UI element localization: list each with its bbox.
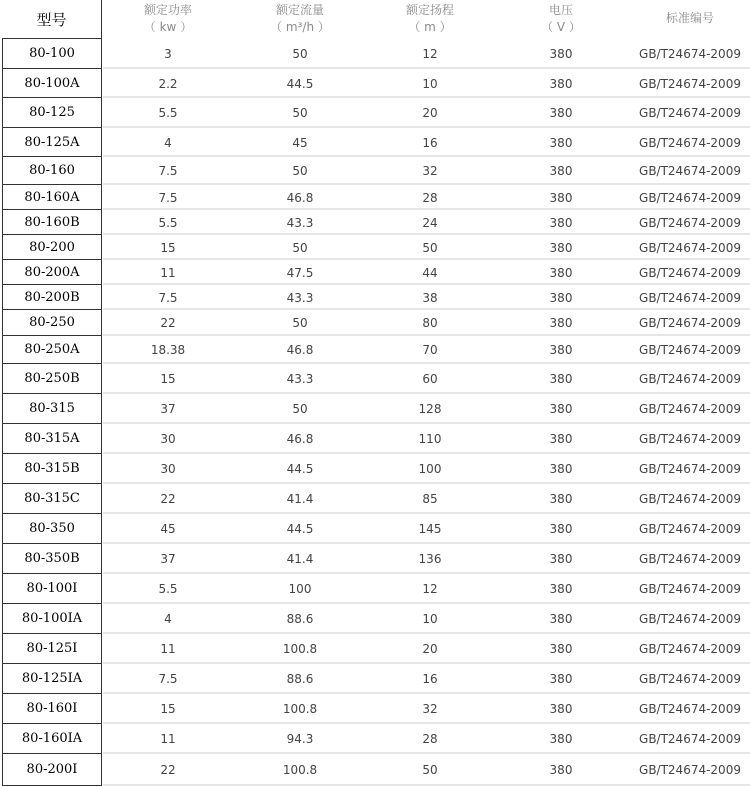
cell-voltage: 380 (549, 462, 573, 476)
header-model: 型号 (2, 0, 102, 38)
header-power-label: 额定功率 (143, 3, 192, 17)
cell-standard: GB/T24674-2009 (639, 135, 741, 150)
cell-head: 50 (422, 763, 438, 777)
cell-standard: GB/T24674-2009 (639, 215, 741, 230)
cell-flow: 50 (292, 106, 308, 120)
cell-flow: 46.8 (286, 190, 314, 205)
cell-power: 15 (160, 240, 176, 255)
cell-voltage: 380 (549, 190, 573, 205)
cell-model: 80-250B (2, 364, 102, 394)
cell-power: 30 (160, 432, 176, 446)
cell-head: 80 (422, 316, 438, 330)
cell-model: 80-125A (2, 128, 102, 157)
cell-power: 22 (160, 316, 176, 330)
cell-voltage: 380 (549, 702, 573, 716)
cell-flow: 41.4 (286, 552, 314, 566)
cell-flow: 50 (292, 164, 308, 178)
cell-voltage: 380 (549, 522, 573, 536)
cell-head: 16 (422, 672, 438, 686)
table-row (0, 157, 750, 185)
cell-head: 28 (422, 190, 438, 205)
cell-flow: 44.5 (286, 462, 314, 476)
cell-power: 15 (160, 372, 176, 386)
cell-flow: 100.8 (282, 763, 318, 777)
table-row (0, 69, 750, 98)
cell-voltage: 380 (549, 46, 573, 61)
cell-model: 80-160IA (2, 724, 102, 754)
cell-flow: 44.5 (286, 522, 314, 536)
cell-model: 80-315 (2, 394, 102, 424)
cell-model: 80-125I (2, 634, 102, 664)
cell-power: 3 (164, 46, 172, 61)
cell-voltage: 380 (549, 106, 573, 120)
cell-power: 30 (160, 462, 176, 476)
cell-voltage: 380 (549, 612, 573, 626)
cell-voltage: 380 (549, 240, 573, 255)
cell-voltage: 380 (549, 732, 573, 746)
cell-flow: 43.3 (286, 290, 314, 305)
table-row (0, 128, 750, 157)
cell-voltage: 380 (549, 316, 573, 330)
cell-model: 80-250 (2, 310, 102, 336)
table-row (0, 394, 750, 424)
cell-flow: 88.6 (286, 672, 314, 686)
cell-head: 110 (418, 432, 442, 446)
cell-model: 80-315C (2, 484, 102, 514)
cell-standard: GB/T24674-2009 (639, 343, 741, 357)
header-head-unit: （ m ） (408, 20, 452, 34)
cell-head: 44 (422, 265, 438, 280)
cell-voltage: 380 (549, 432, 573, 446)
table-row (0, 235, 750, 260)
cell-power: 7.5 (158, 164, 178, 178)
header-flow-unit: （ m³/h ） (270, 20, 330, 34)
table-row (0, 634, 750, 664)
cell-voltage: 380 (549, 402, 573, 416)
cell-model: 80-315A (2, 424, 102, 454)
cell-power: 4 (164, 612, 172, 626)
cell-power: 11 (160, 732, 176, 746)
header-voltage (511, 2, 611, 36)
cell-model: 80-200A (2, 260, 102, 285)
header-flow (250, 2, 350, 36)
table-row (0, 484, 750, 514)
table-row (0, 310, 750, 336)
cell-standard: GB/T24674-2009 (639, 46, 741, 61)
cell-flow: 46.8 (286, 432, 314, 446)
cell-standard: GB/T24674-2009 (639, 164, 741, 178)
cell-flow: 100.8 (282, 642, 318, 656)
cell-power: 22 (160, 763, 176, 777)
cell-flow: 88.6 (286, 612, 314, 626)
cell-model: 80-100IA (2, 604, 102, 634)
header-head (380, 2, 480, 36)
header-standard-label: 标准编号 (665, 11, 714, 25)
header-flow-label: 额定流量 (275, 3, 324, 17)
cell-head: 50 (422, 240, 438, 255)
cell-head: 145 (418, 522, 442, 536)
header-voltage-label: 电压 (548, 3, 573, 17)
cell-standard: GB/T24674-2009 (639, 492, 741, 506)
cell-flow: 43.3 (286, 372, 314, 386)
table-row (0, 664, 750, 694)
table-row (0, 364, 750, 394)
cell-power: 37 (160, 552, 176, 566)
cell-power: 18.38 (150, 343, 186, 357)
cell-voltage: 380 (549, 164, 573, 178)
header-power (118, 2, 218, 36)
cell-voltage: 380 (549, 763, 573, 777)
cell-model: 80-160 (2, 157, 102, 185)
cell-power: 4 (164, 135, 172, 150)
cell-standard: GB/T24674-2009 (639, 106, 741, 120)
header-standard (630, 10, 750, 27)
cell-model: 80-100A (2, 69, 102, 98)
cell-model: 80-160B (2, 210, 102, 235)
cell-voltage: 380 (549, 215, 573, 230)
table-row (0, 285, 750, 310)
table-row (0, 210, 750, 235)
cell-head: 136 (418, 552, 442, 566)
header-power-unit: （ kw ） (143, 20, 193, 34)
cell-flow: 43.3 (286, 215, 314, 230)
header-head-label: 额定扬程 (405, 3, 454, 17)
cell-standard: GB/T24674-2009 (639, 732, 741, 746)
cell-flow: 50 (292, 46, 308, 61)
table-row (0, 336, 750, 364)
header-voltage-unit: （ V ） (541, 20, 581, 34)
cell-head: 28 (422, 732, 438, 746)
table-row (0, 424, 750, 454)
cell-head: 20 (422, 106, 438, 120)
table-row (0, 544, 750, 574)
cell-flow: 50 (292, 316, 308, 330)
table-row (0, 38, 750, 69)
cell-power: 22 (160, 492, 176, 506)
cell-flow: 50 (292, 240, 308, 255)
table-header (0, 0, 750, 38)
table-row (0, 754, 750, 786)
cell-voltage: 380 (549, 672, 573, 686)
cell-model: 80-160I (2, 694, 102, 724)
cell-standard: GB/T24674-2009 (639, 672, 741, 686)
cell-standard: GB/T24674-2009 (639, 702, 741, 716)
cell-power: 2.2 (158, 76, 178, 91)
table-row (0, 185, 750, 210)
cell-model: 80-250A (2, 336, 102, 364)
table-row (0, 260, 750, 285)
cell-power: 37 (160, 402, 176, 416)
cell-standard: GB/T24674-2009 (639, 372, 741, 386)
cell-model: 80-100 (2, 38, 102, 69)
cell-model: 80-200 (2, 235, 102, 260)
cell-standard: GB/T24674-2009 (639, 552, 741, 566)
cell-standard: GB/T24674-2009 (639, 612, 741, 626)
cell-power: 11 (160, 642, 176, 656)
cell-head: 24 (422, 215, 438, 230)
cell-standard: GB/T24674-2009 (639, 462, 741, 476)
cell-standard: GB/T24674-2009 (639, 290, 741, 305)
cell-standard: GB/T24674-2009 (639, 522, 741, 536)
table-row (0, 574, 750, 604)
cell-standard: GB/T24674-2009 (639, 265, 741, 280)
cell-voltage: 380 (549, 492, 573, 506)
cell-head: 20 (422, 642, 438, 656)
cell-power: 15 (160, 702, 176, 716)
cell-head: 16 (422, 135, 438, 150)
cell-head: 100 (418, 462, 442, 476)
cell-head: 32 (422, 702, 438, 716)
cell-model: 80-100I (2, 574, 102, 604)
cell-head: 38 (422, 290, 438, 305)
cell-model: 80-125IA (2, 664, 102, 694)
cell-head: 128 (418, 402, 442, 416)
cell-power: 7.5 (158, 190, 178, 205)
cell-standard: GB/T24674-2009 (639, 240, 741, 255)
cell-head: 60 (422, 372, 438, 386)
cell-voltage: 380 (549, 582, 573, 596)
cell-power: 7.5 (158, 672, 178, 686)
cell-flow: 50 (292, 402, 308, 416)
cell-standard: GB/T24674-2009 (639, 402, 741, 416)
cell-model: 80-350B (2, 544, 102, 574)
cell-model: 80-350 (2, 514, 102, 544)
cell-model: 80-200I (2, 754, 102, 786)
table-row (0, 694, 750, 724)
cell-model: 80-200B (2, 285, 102, 310)
cell-flow: 100.8 (282, 702, 318, 716)
table-row (0, 604, 750, 634)
cell-flow: 45 (292, 135, 308, 150)
cell-power: 5.5 (158, 215, 178, 230)
table-row (0, 98, 750, 128)
cell-voltage: 380 (549, 76, 573, 91)
cell-head: 10 (422, 612, 438, 626)
cell-model: 80-160A (2, 185, 102, 210)
cell-flow: 44.5 (286, 76, 314, 91)
cell-power: 45 (160, 522, 176, 536)
cell-standard: GB/T24674-2009 (639, 763, 741, 777)
cell-standard: GB/T24674-2009 (639, 582, 741, 596)
cell-head: 12 (422, 46, 438, 61)
cell-voltage: 380 (549, 265, 573, 280)
cell-power: 7.5 (158, 290, 178, 305)
cell-voltage: 380 (549, 290, 573, 305)
cell-flow: 94.3 (286, 732, 314, 746)
cell-head: 32 (422, 164, 438, 178)
cell-flow: 46.8 (286, 343, 314, 357)
table-row (0, 724, 750, 754)
table-row (0, 514, 750, 544)
cell-voltage: 380 (549, 642, 573, 656)
cell-standard: GB/T24674-2009 (639, 642, 741, 656)
cell-voltage: 380 (549, 343, 573, 357)
cell-standard: GB/T24674-2009 (639, 432, 741, 446)
cell-model: 80-125 (2, 98, 102, 128)
cell-head: 70 (422, 343, 438, 357)
cell-flow: 41.4 (286, 492, 314, 506)
cell-flow: 47.5 (286, 265, 314, 280)
cell-standard: GB/T24674-2009 (639, 76, 741, 91)
cell-voltage: 380 (549, 372, 573, 386)
cell-power: 11 (160, 265, 176, 280)
table-row (0, 454, 750, 484)
cell-power: 5.5 (158, 582, 178, 596)
cell-head: 85 (422, 492, 438, 506)
cell-model: 80-315B (2, 454, 102, 484)
cell-standard: GB/T24674-2009 (639, 190, 741, 205)
cell-voltage: 380 (549, 135, 573, 150)
cell-standard: GB/T24674-2009 (639, 316, 741, 330)
cell-head: 12 (422, 582, 438, 596)
cell-head: 10 (422, 76, 438, 91)
cell-flow: 100 (288, 582, 312, 596)
cell-voltage: 380 (549, 552, 573, 566)
cell-power: 5.5 (158, 106, 178, 120)
